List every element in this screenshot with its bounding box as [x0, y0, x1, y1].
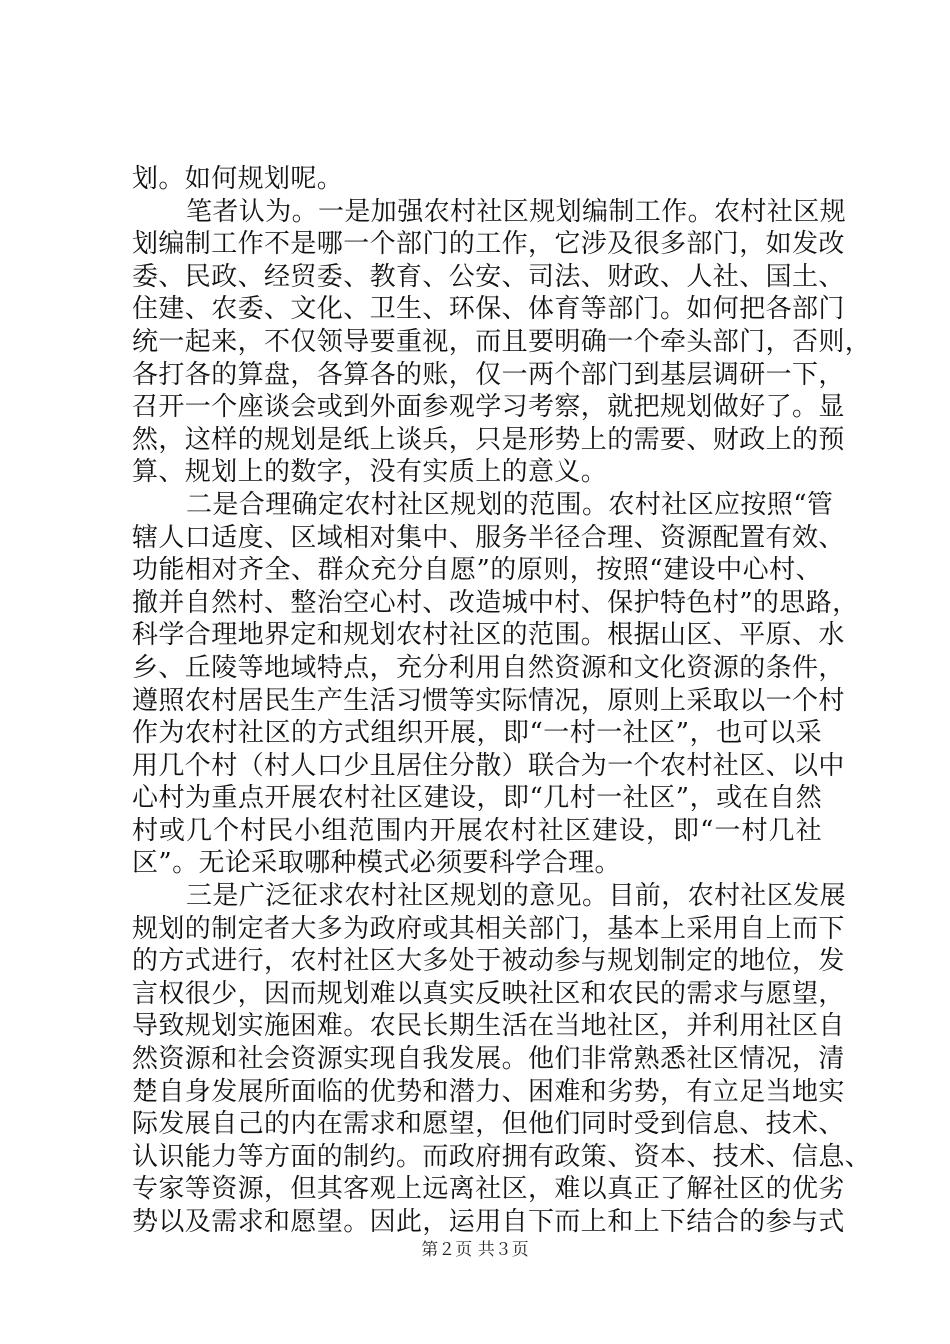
text-line: 际发展自己的内在需求和愿望，但他们同时受到信息、技术、 — [132, 1109, 845, 1140]
text-line: 遵照农村居民生产生活习惯等实际情况，原则上采取以一个村 — [132, 685, 845, 716]
text-line: 认识能力等方面的制约。而政府拥有政策、资本、技术、信息、 — [132, 1141, 872, 1172]
paragraph-first-line: 二是合理确定农村社区规划的范围。农村社区应按照“管 — [186, 489, 834, 520]
text-line: 科学合理地界定和规划农村社区的范围。根据山区、平原、水 — [132, 620, 845, 651]
text-line: 用几个村（村人口少且居住分散）联合为一个农村社区、以中 — [132, 750, 845, 781]
text-line: 专家等资源，但其客观上远离社区，难以真正了解社区的优劣 — [132, 1174, 845, 1205]
text-line: 村或几个村民小组范围内开展农村社区建设，即“一村几社 — [132, 815, 822, 846]
text-line: 楚自身发展所面临的优势和潜力、困难和劣势，有立足当地实 — [132, 1076, 845, 1107]
text-line: 辖人口适度、区域相对集中、服务半径合理、资源配置有效、 — [132, 522, 845, 553]
text-line: 住建、农委、文化、卫生、环保、体育等部门。如何把各部门 — [132, 294, 845, 325]
text-line: 导致规划实施困难。农民长期生活在当地社区，并利用社区自 — [132, 1011, 845, 1042]
text-line: 委、民政、经贸委、教育、公安、司法、财政、人社、国土、 — [132, 261, 845, 292]
text-line: 势以及需求和愿望。因此，运用自下而上和上下结合的参与式 — [132, 1207, 845, 1237]
text-line: 心村为重点开展农村社区建设，即“几村一社区”，或在自然 — [132, 783, 822, 814]
text-line: 区”。无论采取哪种模式必须要科学合理。 — [132, 848, 621, 879]
text-line: 划编制工作不是哪一个部门的工作，它涉及很多部门，如发改 — [132, 229, 845, 260]
text-line: 统一起来，不仅领导要重视，而且要明确一个牵头部门，否则， — [132, 326, 872, 357]
paragraph-first-line: 三是广泛征求农村社区规划的意见。目前，农村社区发展 — [186, 881, 847, 912]
page-footer: 第２页 共３页 — [421, 1240, 529, 1260]
text-line: 然资源和社会资源实现自我发展。他们非常熟悉社区情况，清 — [132, 1044, 845, 1075]
text-line: 划。如何规划呢。 — [132, 164, 344, 194]
text-line: 召开一个座谈会或到外面参观学习考察，就把规划做好了。显 — [132, 392, 845, 423]
body-text — [132, 163, 872, 1239]
text-line: 算、规划上的数字，没有实质上的意义。 — [132, 457, 608, 488]
text-line: 规划的制定者大多为政府或其相关部门，基本上采用自上而下 — [132, 913, 845, 944]
text-line: 功能相对齐全、群众充分自愿”的原则，按照“建设中心村、 — [132, 555, 822, 586]
text-line: 撤并自然村、整治空心村、改造城中村、保护特色村”的思路， — [132, 587, 859, 618]
text-line: 乡、丘陵等地域特点，充分利用自然资源和文化资源的条件， — [132, 652, 845, 683]
text-line: 然，这样的规划是纸上谈兵，只是形势上的需要、财政上的预 — [132, 424, 845, 455]
text-line: 作为农村社区的方式组织开展，即“一村一社区”，也可以采 — [132, 718, 822, 749]
text-line: 的方式进行，农村社区大多处于被动参与规划制定的地位，发 — [132, 946, 845, 977]
paragraph-first-line: 笔者认为。一是加强农村社区规划编制工作。农村社区规 — [186, 196, 847, 227]
text-line: 各打各的算盘，各算各的账，仅一两个部门到基层调研一下， — [132, 359, 845, 390]
text-line: 言权很少，因而规划难以真实反映社区和农民的需求与愿望， — [132, 978, 845, 1009]
